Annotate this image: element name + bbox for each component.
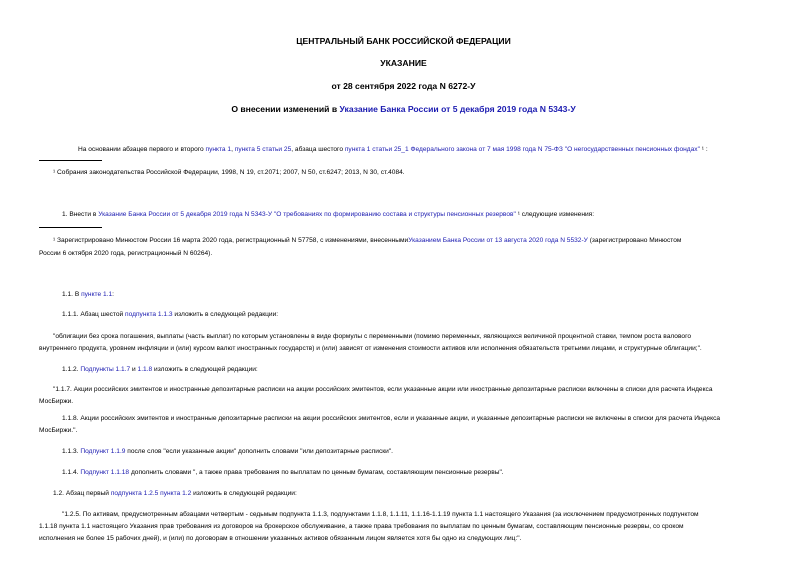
sec-text: 1.1. В — [62, 291, 82, 298]
link-punkt-5-art-25[interactable]: пункта 5 статьи 25 — [234, 146, 292, 153]
item-1-text: 1. Внести в — [62, 211, 99, 218]
link-ukazanie-5532[interactable]: Указанием Банка России от 13 августа 2020 года N 5532-У — [408, 237, 588, 244]
quote-3-line2: МосБиржи.". — [39, 427, 78, 434]
link-ukazanie-5343[interactable]: Указание Банка России от 5 декабря 2019 года N 5343-У "О требованиях по формированию состава и структуры пенсионных резервов" — [98, 211, 516, 218]
sec-1-1-2 — [62, 364, 258, 375]
link-punkt-1-1[interactable]: пункте 1.1 — [81, 291, 113, 298]
sec-1-1-3 — [62, 446, 393, 457]
link-punkt-1[interactable]: пункта 1 — [205, 146, 232, 153]
footnote-2-text: ¹ Зарегистрировано Минюстом России 16 марта 2020 года, регистрационный N 57758, с изменениями, внесенными — [53, 237, 409, 244]
quote-4-line2: 1.1.18 пункта 1.1 настоящего Указания прав требования из договоров на брокерское обслуживание, а также права требования по выплатам по ценным бумагам, составляющим пенсионные резервы, со сроком — [39, 523, 684, 530]
footnote-divider — [39, 160, 102, 161]
sec-text: изложить в следующей редакции: — [191, 490, 297, 497]
quote-1-line1: "облигации без срока погашения, выплаты (часть выплат) по которым установлены в виде формулы с переменными (помимо переменных, являющихся величиной процентной ставки, темпом роста валового — [53, 333, 691, 340]
link-podpunkty-1-1-7[interactable]: Подпункты 1.1.7 — [80, 366, 131, 373]
sec-text: и — [130, 366, 138, 373]
sec-text: после слов "если указанные акции" дополнить словами "или депозитарные расписки". — [125, 448, 393, 455]
link-federal-law[interactable]: пункта 1 статьи 25_1 Федерального закона от 7 мая 1998 года N 75-ФЗ "О негосударственных пенсионных фондах" — [344, 146, 700, 153]
quote-2-line2: МосБиржи. — [39, 398, 74, 405]
doc-date: от 28 сентября 2022 года N 6272-У — [331, 81, 476, 91]
link-podpunkt-1-2-5[interactable]: подпункта 1.2.5 пункта 1.2 — [110, 490, 192, 497]
sec-text: изложить в следующей редакции: — [172, 311, 279, 318]
org-title: ЦЕНТРАЛЬНЫЙ БАНК РОССИЙСКОЙ ФЕДЕРАЦИИ — [296, 36, 511, 46]
sec-text: 1.1.2. — [62, 366, 81, 373]
item-1-text: ¹ следующие изменения: — [515, 211, 595, 218]
sec-text: изложить в следующей редакции: — [152, 366, 258, 373]
sec-1-1-4 — [62, 467, 504, 478]
quote-2-line1: "1.1.7. Акции российских эмитентов и иностранные депозитарные расписки на акции российских эмитентов, если указанные акции или иностранные депозитарные расписки включены в списки для расчета Индекса — [53, 386, 713, 393]
doc-subject — [0, 104, 807, 114]
quote-4-line3: исполнения не более 15 рабочих дней), и (или) по договорам в отношении указанных активов обязанным лицом является хотя бы одно из следующих лиц:". — [39, 535, 522, 542]
doc-type: УКАЗАНИЕ — [380, 58, 427, 68]
quote-3-line1: 1.1.8. Акции российских эмитентов и иностранные депозитарные расписки на акции российских эмитентов, если и указанные акции, и указанные депозитарные расписки не включены в списки для расчета Индекса — [62, 415, 721, 422]
preamble-text: , абзаца шестого — [291, 146, 345, 153]
preamble-text: ¹ : — [699, 146, 708, 153]
sec-text: дополнить словами ", а также права требования по выплатам по ценным бумагам, составляющим пенсионные резервы". — [129, 469, 504, 476]
footnote-1: ¹ Собрания законодательства Российской Федерации, 1998, N 19, ст.2071; 2007, N 50, ст.6247; 2013, N 30, ст.4084. — [53, 169, 405, 176]
sec-text: 1.1.4. — [62, 469, 81, 476]
footnote-divider — [39, 227, 102, 228]
preamble-text: , — [231, 146, 235, 153]
item-1 — [62, 209, 594, 220]
sec-1-1-1 — [62, 309, 278, 320]
link-podpunkt-1-1-8[interactable]: 1.1.8 — [137, 366, 153, 373]
link-podpunkt-1-1-18[interactable]: Подпункт 1.1.18 — [80, 469, 130, 476]
quote-1-line2: внутреннего продукта, уровнем инфляции и (или) курсом валют иностранных государств) и (или) зависят от изменения стоимости активов или исполнения обязательств третьими лицами, и структурные облигации;". — [39, 345, 702, 352]
quote-4-line1: "1.2.5. По активам, предусмотренным абзацами четвертым - седьмым подпункта 1.1.3, подпунктами 1.1.8, 1.1.11, 1.1.16-1.1.19 пункта 1.1 настоящего Указания (за исключением предусмотренных подпунктом — [62, 511, 699, 518]
footnote-2 — [53, 235, 681, 246]
sec-1-1 — [62, 289, 114, 300]
link-podpunkt-1-1-9[interactable]: Подпункт 1.1.9 — [80, 448, 126, 455]
subject-prefix: О внесении изменений в — [231, 104, 340, 114]
preamble-text: На основании абзацев первого и второго — [78, 146, 206, 153]
subject-link[interactable]: Указание Банка России от 5 декабря 2019 года N 5343-У — [339, 104, 576, 114]
sec-text: 1.2. Абзац первый — [53, 490, 111, 497]
sec-text: 1.1.1. Абзац шестой — [62, 311, 126, 318]
footnote-2-text: (зарегистрировано Минюстом — [587, 237, 682, 244]
footnote-2-line2: России 6 октября 2020 года, регистрационный N 60264). — [39, 250, 213, 257]
sec-1-2 — [53, 488, 297, 499]
link-podpunkt-1-1-3[interactable]: подпункта 1.1.3 — [125, 311, 173, 318]
sec-text: : — [112, 291, 114, 298]
sec-text: 1.1.3. — [62, 448, 81, 455]
preamble — [78, 144, 708, 155]
